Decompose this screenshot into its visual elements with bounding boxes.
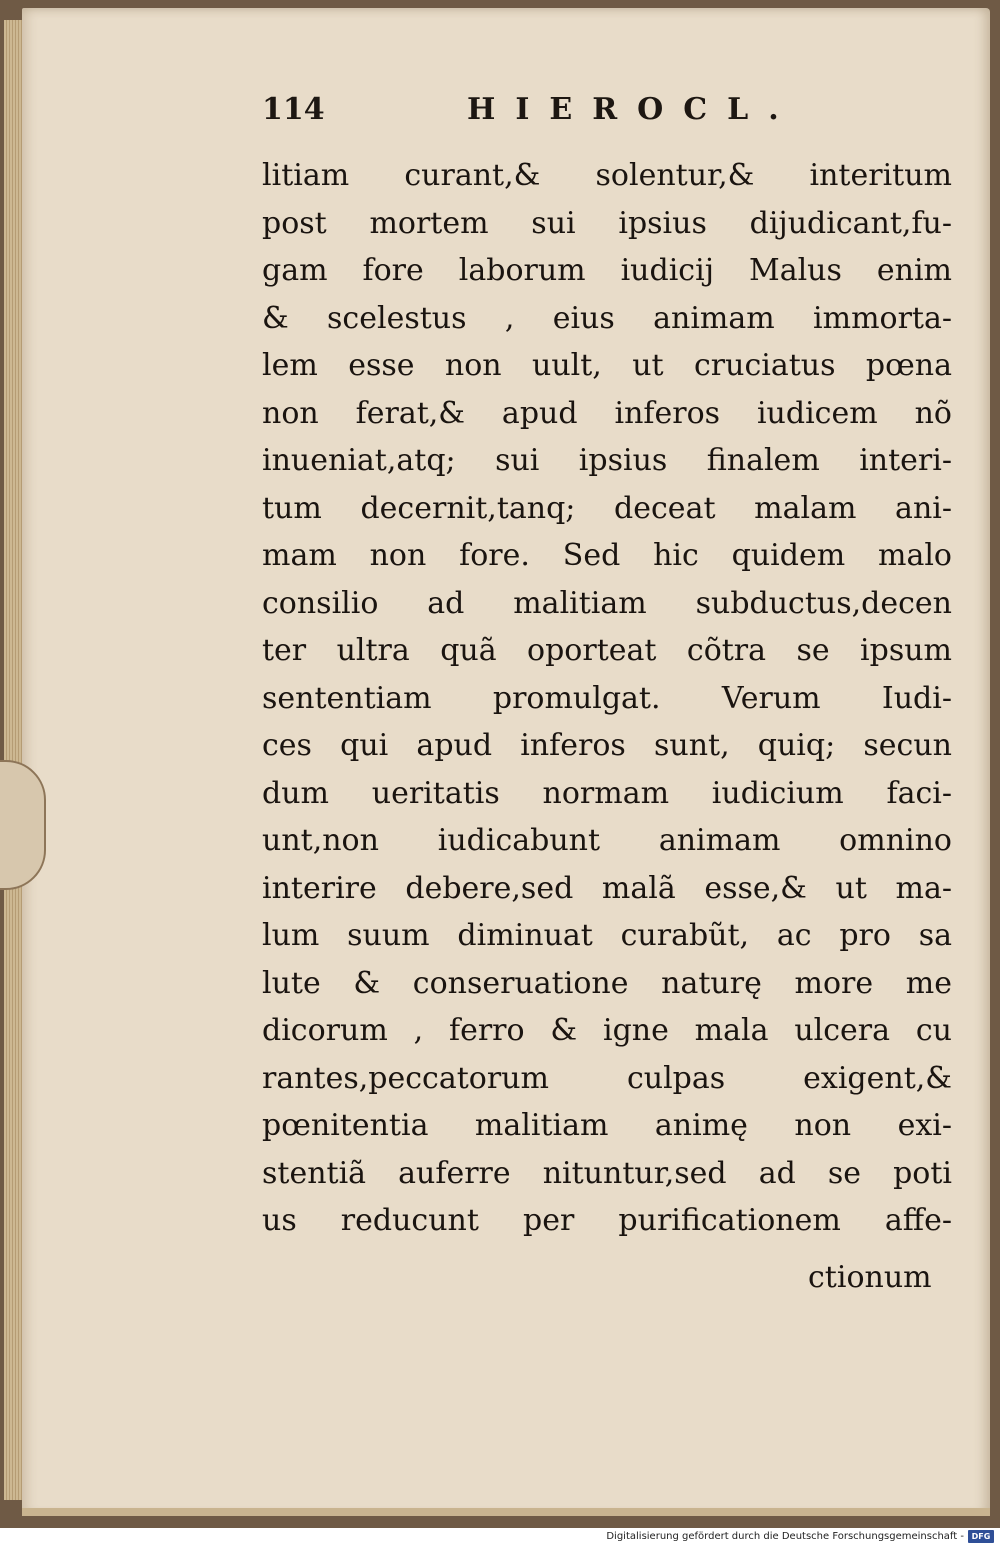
text-line: sententiam promulgat. Verum Iudi- [262,680,952,716]
text-line: tum decernit,tanq; deceat malam ani- [262,490,952,526]
footer-credit: Digitalisierung gefördert durch die Deutsche Forschungsgemeinschaft - [606,1531,964,1542]
text-line: post mortem sui ipsius dijudicant,fu- [262,205,952,241]
page-number: 114 [262,92,325,127]
text-line: inueniat,atq; sui ipsius finalem interi- [262,443,952,478]
text-line: ter ultra quã oporteat cõtra se ipsum [262,633,952,668]
text-line: non ferat,& apud inferos iudicem nõ [262,395,952,431]
text-line: dum ueritatis normam iudicium faci- [262,775,952,811]
dfg-logo-icon: DFG [968,1530,994,1543]
text-line: litiam curant,& solentur,& interitum [262,158,952,193]
text-line: mam non fore. Sed hic quidem malo [262,538,952,573]
text-line: unt,non iudicabunt animam omnino [262,823,952,858]
text-line: lem esse non uult, ut cruciatus pœna [262,348,952,383]
text-line: lute & conseruatione naturę more me [262,965,952,1001]
text-line: gam fore laborum iudicij Malus enim [262,253,952,288]
text-line: ces qui apud inferos sunt, quiq; secun [262,728,952,763]
running-title: HIEROCL. [467,92,799,127]
thumb-clip [0,760,46,890]
page-bottom-edge [22,1508,990,1516]
catchword: ctionum [808,1260,932,1295]
text-line: & scelestus , eius animam immorta- [262,300,952,336]
text-line: stentiã auferre nituntur,sed ad se poti [262,1155,952,1191]
text-line: lum suum diminuat curabũt, ac pro sa [262,918,952,953]
text-line: rantes,peccatorum culpas exigent,& [262,1060,952,1096]
text-line: interire debere,sed malã esse,& ut ma- [262,870,952,906]
text-line: dicorum , ferro & igne mala ulcera cu [262,1013,952,1048]
text-line: us reducunt per purificationem affe- [262,1203,952,1238]
text-line: consilio ad malitiam subductus,decen [262,585,952,621]
running-head [262,92,952,136]
body-text [262,152,952,1245]
text-line: pœnitentia malitiam animę non exi- [262,1108,952,1143]
